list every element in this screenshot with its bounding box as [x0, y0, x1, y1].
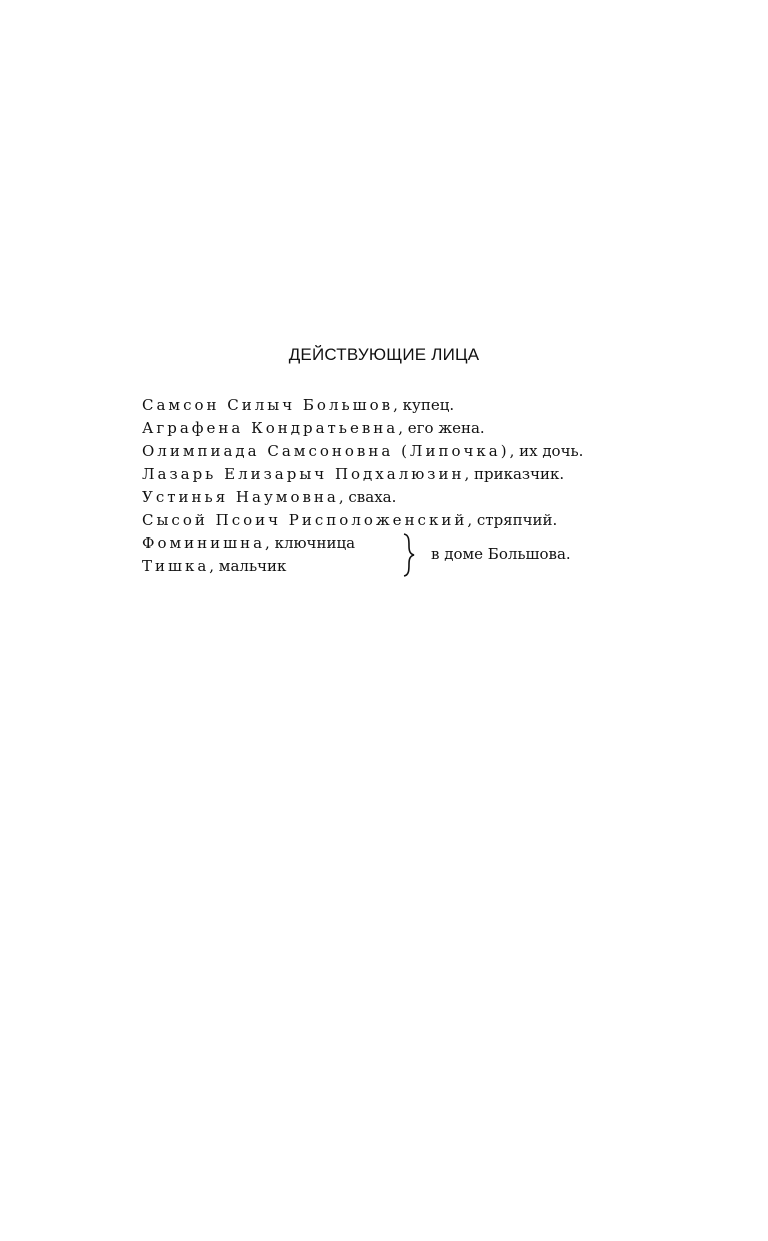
character-role: , ключница — [265, 534, 356, 552]
curly-brace-icon — [399, 532, 421, 578]
character-role: , мальчик — [209, 557, 287, 575]
list-item — [142, 486, 702, 509]
character-list — [142, 394, 702, 578]
character-role: , его жена. — [398, 419, 485, 437]
character-name: Лазарь Елизарыч Подхалюзин — [142, 465, 465, 483]
character-name: Фоминишна — [142, 534, 266, 552]
list-item — [142, 440, 702, 463]
list-item — [142, 555, 286, 578]
list-item — [142, 532, 355, 555]
character-role: , стряпчий. — [467, 511, 558, 529]
list-item — [142, 417, 702, 440]
character-name: Олимпиада Самсоновна (Липочка) — [142, 442, 510, 460]
page-title: ДЕЙСТВУЮЩИЕ ЛИЦА — [288, 345, 480, 364]
character-name: Самсон Силыч Большов — [142, 396, 394, 414]
household-group — [142, 532, 702, 578]
list-item — [142, 463, 702, 486]
character-role: , приказчик. — [464, 465, 565, 483]
character-name: Тишка — [142, 557, 210, 575]
character-name: Аграфена Кондратьевна — [142, 419, 399, 437]
list-item — [142, 394, 702, 417]
character-role: , сваха. — [338, 488, 397, 506]
character-role: , купец. — [393, 396, 455, 414]
character-name: Устинья Наумовна — [142, 488, 339, 506]
character-role: , их дочь. — [509, 442, 584, 460]
household-note: в доме Большова. — [431, 545, 571, 563]
character-name: Сысой Псоич Рисположенский — [142, 511, 468, 529]
list-item — [142, 509, 702, 532]
